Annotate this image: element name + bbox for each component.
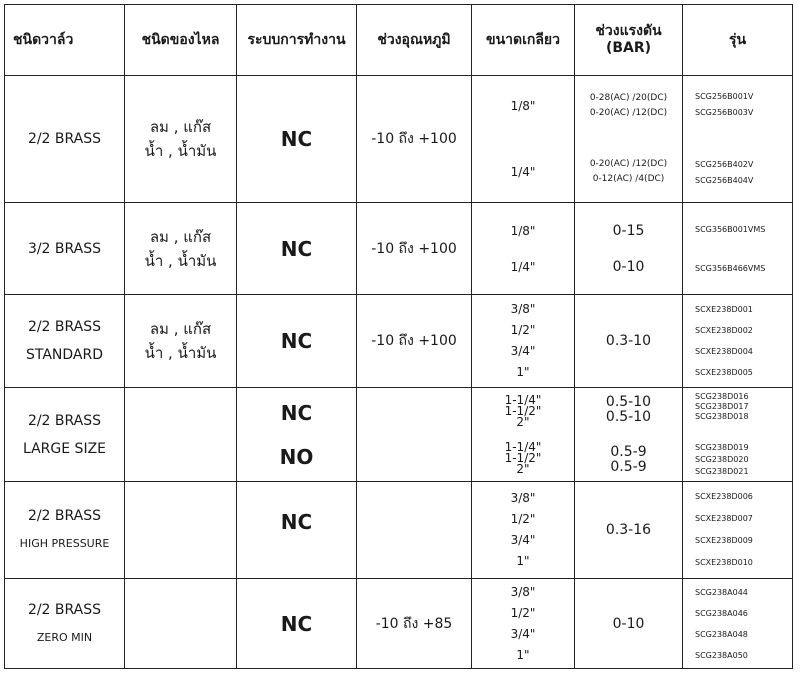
- thread-size: 1/8": [510, 99, 536, 113]
- pressure-value: 0.3-16: [605, 522, 652, 538]
- pressure-value: 0-10: [612, 615, 645, 632]
- thread-size: 3/8": [510, 491, 536, 505]
- valve-type-variant: ZERO MIN: [36, 630, 93, 644]
- valve-type-name: 2/2 BRASS: [27, 601, 102, 618]
- pressure-value: 0-20(AC) /12(DC): [589, 159, 668, 169]
- temperature-cell: -10 ถึง +100: [357, 295, 472, 388]
- model-number: SCXE238D009: [695, 536, 753, 545]
- valve-type-name: 2/2 BRASS: [27, 508, 102, 524]
- fluid-type-cell: [125, 388, 237, 482]
- fluid-type-cell: [125, 295, 237, 388]
- model-number: SCG238A044: [695, 587, 748, 597]
- thread-size: 1/2": [510, 605, 536, 620]
- fluid-type-cell: [125, 203, 237, 295]
- thread-size: 1/2": [510, 512, 536, 526]
- model-number: SCG238D017: [695, 401, 749, 411]
- thread-size: 1": [516, 365, 530, 379]
- header-pressure-line2: (BAR): [605, 40, 652, 56]
- model-number: SCG256B001V: [695, 92, 754, 101]
- valve-type-variant: LARGE SIZE: [22, 440, 107, 457]
- table-row: [5, 579, 793, 669]
- model-number: SCG256B402V: [695, 160, 754, 169]
- thread-size: 1": [516, 647, 530, 662]
- pressure-value: 0-20(AC) /12(DC): [589, 108, 668, 118]
- valve-type-cell: 3/2 BRASS: [5, 203, 125, 295]
- model-number: SCG238A048: [695, 629, 748, 639]
- thread-size: 1-1/4": [504, 439, 542, 454]
- pressure-value: 0.5-9: [610, 443, 647, 460]
- table-row: [5, 203, 793, 295]
- table-row: [5, 482, 793, 579]
- model-cell: [683, 203, 793, 295]
- fluid-type-cell: [125, 579, 237, 669]
- model-number: SCG238D016: [695, 391, 749, 401]
- valve-spec-table: [4, 4, 793, 669]
- model-number: SCG238D021: [695, 466, 749, 476]
- fluid-line: ลม , แก๊ส: [149, 227, 212, 246]
- fluid-line: น้ำ , น้ำมัน: [144, 251, 217, 270]
- header-thread-size: ขนาดเกลียว: [472, 5, 575, 76]
- model-number: SCG256B404V: [695, 176, 754, 185]
- fluid-line: น้ำ , น้ำมัน: [144, 142, 217, 160]
- operation-mode-cell: NC: [237, 203, 357, 295]
- pressure-value: 0-10: [612, 258, 645, 275]
- thread-size: 1/8": [510, 223, 536, 238]
- thread-size-cell: [472, 482, 575, 579]
- thread-size: 1-1/4": [504, 392, 542, 407]
- model-cell: [683, 482, 793, 579]
- header-pressure-line1: ช่วงแรงดัน: [595, 23, 662, 39]
- thread-size: 2": [516, 414, 530, 429]
- model-number: SCG256B003V: [695, 108, 754, 117]
- thread-size: 3/8": [510, 302, 536, 316]
- valve-type-cell: [5, 482, 125, 579]
- header-model: รุ่น: [683, 5, 793, 76]
- thread-size: 3/4": [510, 344, 536, 358]
- valve-type-variant: STANDARD: [25, 347, 104, 363]
- pressure-cell: [575, 295, 683, 388]
- valve-type-cell: [5, 295, 125, 388]
- model-number: SCXE238D004: [695, 347, 753, 356]
- model-cell: [683, 76, 793, 203]
- pressure-value: 0-15: [612, 222, 645, 239]
- pressure-value: 0-12(AC) /4(DC): [592, 174, 665, 184]
- pressure-cell: [575, 76, 683, 203]
- header-operation: ระบบการทำงาน: [237, 5, 357, 76]
- fluid-line: น้ำ , น้ำมัน: [144, 344, 217, 362]
- operation-mode-cell: NC: [237, 579, 357, 669]
- model-cell: [683, 388, 793, 482]
- model-cell: [683, 579, 793, 669]
- valve-type-variant: HIGH PRESSURE: [19, 537, 110, 550]
- temperature-cell: [357, 482, 472, 579]
- model-number: SCG238A050: [695, 650, 748, 660]
- pressure-cell: [575, 203, 683, 295]
- pressure-value: 0.3-10: [605, 333, 652, 349]
- temperature-cell: -10 ถึง +100: [357, 203, 472, 295]
- thread-size-cell: [472, 203, 575, 295]
- model-number: SCXE238D007: [695, 514, 753, 523]
- thread-size: 1/4": [510, 165, 536, 179]
- model-cell: [683, 295, 793, 388]
- fluid-type-cell: [125, 482, 237, 579]
- fluid-line: ลม , แก๊ส: [149, 320, 212, 338]
- model-number: SCG238D020: [695, 454, 749, 464]
- operation-mode-cell: [237, 388, 357, 482]
- model-number: SCXE238D005: [695, 368, 753, 377]
- model-number: SCXE238D001: [695, 305, 753, 314]
- thread-size: 1-1/2": [504, 450, 542, 465]
- pressure-cell: [575, 482, 683, 579]
- header-temperature: ช่วงอุณหภูมิ: [357, 5, 472, 76]
- header-valve-type: ชนิดวาล์ว: [5, 5, 125, 76]
- model-number: SCG356B466VMS: [695, 263, 766, 273]
- model-number: SCXE238D002: [695, 326, 753, 335]
- operation-mode-cell: NC: [237, 295, 357, 388]
- pressure-value: 0.5-10: [605, 408, 652, 425]
- operation-mode: NC: [280, 400, 313, 425]
- pressure-cell: [575, 579, 683, 669]
- operation-mode-cell: NC: [237, 482, 357, 579]
- table-row: [5, 76, 793, 203]
- model-number: SCG238D018: [695, 411, 749, 421]
- temperature-cell: [357, 388, 472, 482]
- pressure-cell: [575, 388, 683, 482]
- table-row: [5, 388, 793, 482]
- valve-type-cell: [5, 388, 125, 482]
- thread-size-cell: [472, 388, 575, 482]
- fluid-type-cell: [125, 76, 237, 203]
- thread-size: 3/4": [510, 533, 536, 547]
- thread-size: 1": [516, 554, 530, 568]
- thread-size-cell: [472, 579, 575, 669]
- fluid-line: ลม , แก๊ส: [149, 118, 212, 136]
- model-number: SCXE238D006: [695, 492, 753, 501]
- valve-type-cell: 2/2 BRASS: [5, 76, 125, 203]
- model-number: SCG356B001VMS: [695, 224, 766, 234]
- valve-spec-table-container: [4, 4, 792, 668]
- thread-size: 2": [516, 461, 530, 476]
- pressure-value: 0-28(AC) /20(DC): [589, 93, 668, 103]
- thread-size: 1/4": [510, 259, 536, 274]
- model-number: SCG238D019: [695, 442, 749, 452]
- thread-size: 1-1/2": [504, 403, 542, 418]
- model-number: SCG238A046: [695, 608, 748, 618]
- thread-size: 3/4": [510, 626, 536, 641]
- thread-size: 1/2": [510, 323, 536, 337]
- pressure-value: 0.5-9: [610, 458, 647, 475]
- model-number: SCXE238D010: [695, 558, 753, 567]
- valve-type-name: 2/2 BRASS: [27, 412, 102, 429]
- operation-mode-cell: NC: [237, 76, 357, 203]
- valve-type-cell: [5, 579, 125, 669]
- table-row: [5, 295, 793, 388]
- thread-size: 3/8": [510, 584, 536, 599]
- temperature-cell: -10 ถึง +85: [357, 579, 472, 669]
- valve-type-name: 2/2 BRASS: [27, 319, 102, 335]
- thread-size-cell: [472, 295, 575, 388]
- header-pressure: [575, 5, 683, 76]
- header-row: [5, 5, 793, 76]
- temperature-cell: -10 ถึง +100: [357, 76, 472, 203]
- pressure-value: 0.5-10: [605, 393, 652, 410]
- header-fluid-type: ชนิดของไหล: [125, 5, 237, 76]
- thread-size-cell: [472, 76, 575, 203]
- operation-mode: NO: [279, 444, 314, 469]
